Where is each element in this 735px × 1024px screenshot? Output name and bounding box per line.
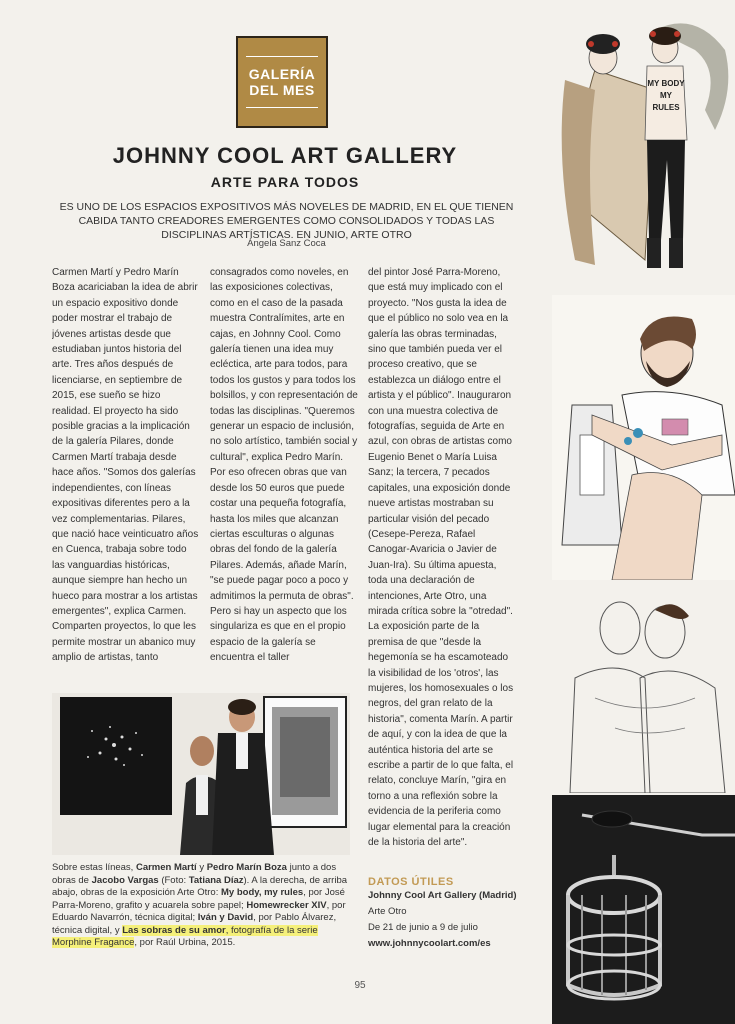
article-title: JOHNNY COOL ART GALLERY <box>112 143 458 168</box>
caption-text: junto a dos obras de <box>52 862 337 886</box>
caption-text: Sobre estas líneas, <box>52 862 136 873</box>
section-badge <box>236 36 328 128</box>
article-subtitle: ARTE PARA TODOS <box>210 174 360 190</box>
caption-text: , por Pablo Álvarez, técnica digital, y <box>52 912 337 936</box>
artwork-ivan-y-david <box>555 588 735 793</box>
page-number: 95 <box>354 980 366 991</box>
photo-caption <box>52 862 357 950</box>
caption-work-title: My body, my rules <box>221 887 304 898</box>
caption-name: Jacobo Vargas <box>91 874 159 886</box>
caption-text: y <box>196 862 207 873</box>
body-column-2: consagrados como noveles, en las exposiciones colectivas, como en el caso de la pasada muestra Contralímites, arte en cajas, en Johnny Cool. Como galería tienen una idea muy ecléctica, arte para todos, para todos los gustos y para todos los bolsillos, y con representación de todas las disciplinas. "Queremos generar un espacio de inclusión, no solo artístico, también social y cultural", explica Pedro Marín. Por eso ofrecen obras que van desde los 50 euros que puede costar una pequeña fotografía, hasta los miles que alcanzan ciertas esculturas o algunas obras del fondo de la galería Pilares. Además, añade Marín, "se puede pagar poco a poco y admitimos la permuta de obras". Pero si hay un aspecto que los singulariza es que en el propio espacio de la galería se encuentra el taller <box>210 267 358 664</box>
caption-name: Tatiana Díaz <box>188 874 244 886</box>
useful-info-gallery: Johnny Cool Art Gallery (Madrid) <box>368 890 517 901</box>
badge-line-1: GALERÍA <box>248 66 316 82</box>
useful-info-heading: DATOS ÚTILES <box>368 876 454 888</box>
caption-text: (Foto: <box>158 874 189 886</box>
caption-name: Carmen Martí <box>135 862 197 873</box>
useful-info-box <box>368 876 518 952</box>
artwork-body-text: MY BODY <box>647 79 685 88</box>
gallery-photo-image <box>52 693 350 855</box>
artwork-las-sobras-de-su-amor <box>552 795 735 1024</box>
artwork-illustration <box>535 10 735 288</box>
caption-text: , fotografía de la serie Morphine Fragance <box>52 924 318 948</box>
svg-text:RULES: RULES <box>652 103 680 112</box>
artwork-illustration <box>552 295 735 580</box>
caption-work-title: Las sobras de su amor <box>122 924 226 936</box>
article-lead: ES UNO DE LOS ESPACIOS EXPOSITIVOS MÁS NOVELES DE MADRID, EN EL QUE TIENEN CABIDA TANTO CREADORES EMERGENTES COMO CONSOLIDADOS Y TODAS LAS DISCIPLINAS ARTÍSTICAS. EN JUNIO, ARTE OTRO <box>59 201 514 241</box>
caption-text: , por José Parra-Moreno, grafito y acuarela sobre papel; <box>52 887 345 911</box>
useful-info-website[interactable]: www.johnnycoolart.com/es <box>368 938 491 949</box>
caption-text: , por Eduardo Navarrón, técnica digital; <box>52 899 346 923</box>
caption-work-title: Homewrecker XIV <box>246 899 327 911</box>
artwork-homewrecker-xiv <box>552 295 735 580</box>
artwork-illustration <box>555 588 735 793</box>
caption-name: Pedro Marín Boza <box>206 862 287 873</box>
useful-info-dates: De 21 de junio a 9 de julio <box>368 922 478 933</box>
article-author: Ángela Sanz Coca <box>247 238 326 249</box>
svg-text:MY: MY <box>660 91 672 100</box>
caption-text: , por Raúl Urbina, 2015. <box>134 937 236 948</box>
artwork-my-body-my-rules <box>535 10 735 288</box>
body-column-1: Carmen Martí y Pedro Marín Boza acariciaban la idea de abrir un espacio expositivo donde poder mostrar el trabajo de jóvenes artistas desde que estudiaban juntos historia del arte. Tres años después de licenciarse, en septiembre de 2015, ese sueño se hizo realidad. El proyecto ha sido posible gracias a la implicación de la galería Pilares, donde Carmen Martí trabaja desde hace años. "Somos dos galerías independientes, con líneas expositivas diferentes pero a la vez complementarias. Pilares, que nació hace veinticuatro años en Cuenca, trabaja sobre todo las vanguardias históricas, aunque siempre han hecho un hueco para mostrar a los artistas emergentes", explica Carmen. Comparten proyectos, lo que les permite mostrar un abanico muy amplio de artistas, tanto <box>52 267 199 664</box>
useful-info-exhibition: Arte Otro <box>368 906 407 917</box>
gallery-photo <box>52 693 350 855</box>
badge-line-2: DEL MES <box>249 82 315 98</box>
caption-work-title: Iván y David <box>197 912 254 923</box>
caption-text: ). A la derecha, de arriba abajo, obras de la exposición Arte Otro: <box>52 874 348 898</box>
artwork-photo <box>552 795 735 1024</box>
body-column-3: del pintor José Parra-Moreno, que está muy implicado con el proyecto. "Nos gusta la idea de que el público no solo vea en la galería las obras terminadas, sino que también pueda ver el proceso creativo, que se establezca un diálogo entre el artista y el público". Inauguraron con una muestra colectiva de fotografías, seguida de Arte en azul, con obras de artistas como Eugenio Benet o María Luisa Sanz; la tercera, 7 pecados capitales, una exposición donde nueve artistas mostraban su particular visión del pecado (Cesepe-Pereza, Rafael Canogar-Avaricia o Javier de Juan-Ira). Su última apuesta, toda una declaración de intenciones, Arte Otro, una mirada crítica sobre la "otredad". La exposición parte de la premisa de que "desde la hegemonía se ha escamoteado la visibilidad de los 'otros', las mujeres, los homosexuales o los negros, del gran relato de la historia", comenta Marín. A partir de aquí, y con la idea de que la auténtica historia del arte se escribe a partir de lo que falta, el relato, concluye Marín, "gira en torno a una reflexión sobre la evidencia de la periferia como lugar elemental para la creación de la historia del arte". <box>368 267 514 849</box>
